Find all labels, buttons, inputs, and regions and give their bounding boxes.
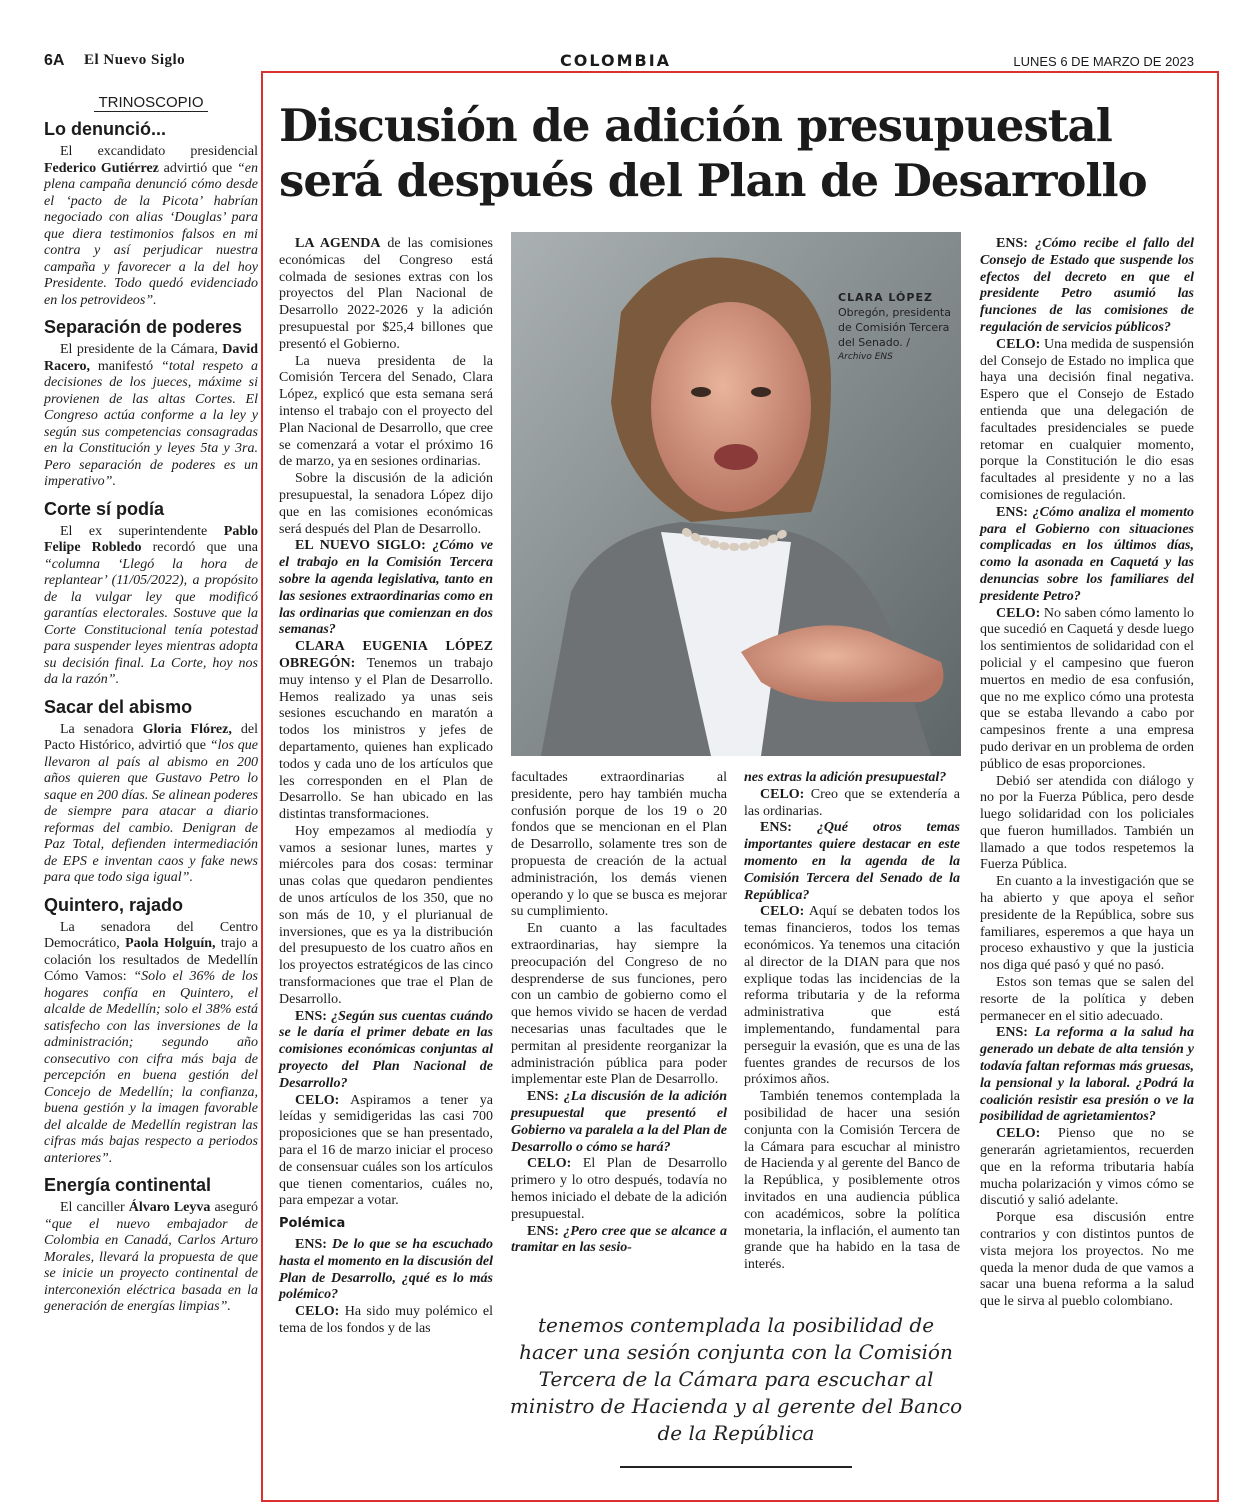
trino-quote: “columna ‘Llegó la hora de replantear’ (11/05/2022), a propósito de la vulgar ley que modificó garantías electorales. Sostuve que la Corte Constitucional tenía potestad para suspender leyes mientras adopta su decisión final. La Corte, hoy nos da la razón”. — [44, 556, 258, 687]
question-text: ¿Cómo analiza el momento para el Gobierno con situaciones complicadas en los últimos días, como la asonada en Caquetá y las denuncias sobre los familiares del presidente Petro? — [980, 504, 1194, 604]
paragraph: En cuanto a las facultades extraordinarias, hay siempre la preocupación del Congreso de no desprenderse de sus funciones, pero con un cambio de gobierno como el que hemos vivido se hacen de verdad necesarias unas facultades que le permitan al presidente reorganizar la administración pública para poder implementar este Plan de Desarrollo. — [511, 921, 727, 1088]
answer-text: Aspiramos a tener ya leídas y semidigeridas las casi 700 proposiciones que se han presentado, para el 16 de marzo iniciar el proceso de consensuar cuáles son los artículos que tienen comentarios, cuáles no, para empezar a votar. — [279, 1092, 493, 1209]
paragraph: Hoy empezamos al mediodía y vamos a sesionar lunes, martes y miércoles para dos cosas: terminar unas colas que quedaron pendientes de unos artículos de los 350, que no son más de 10, y el plurianual de inversiones, que es ya la distribución del presupuesto de los cuatro años en los proyectos estratégicos de las cinco transformaciones que trae el Plan de Desarrollo. — [279, 823, 493, 1007]
answer-label: CELO: — [996, 336, 1041, 352]
article-column-3 — [744, 770, 960, 1274]
answer-label: CELO: — [527, 1156, 572, 1172]
answer-label: CELO: — [996, 605, 1041, 621]
answer-text: Aquí se debaten todos los temas financieros, todos los temas económicos. Ya tenemos una citación al director de la DIAN para que nos explique todas las incidencias de la reforma tributaria y de la reforma administrativa que está implementando, fundamental para perseguir la evasión, que es una de las fuentes grandes de recursos de los próximos años. — [744, 904, 960, 1088]
answer-text: Ha sido muy polémico el tema de los fondos y de las — [279, 1304, 493, 1336]
question-text: ¿La discusión de la adición presupuestal que presentó el Gobierno va paralela a la del Plan de Desarrollo o cómo se hará? — [511, 1089, 727, 1155]
paragraph: Estos son temas que se salen del resorte de la política y deben permanecer en el sitio adecuado. — [980, 975, 1194, 1024]
question-label: EL NUEVO SIGLO: — [295, 538, 426, 554]
question-label: ENS: — [527, 1089, 559, 1105]
trino-heading: Lo denunció... — [44, 119, 166, 139]
lead-text: de las comisiones económicas del Congreso está colmada de sesiones extras con los proyectos del Plan Nacional de Desarrollo 2022-2026 y la adición presupuestal por $25,4 billones que presentó el Gobierno. — [279, 236, 494, 352]
answer-label: CELO: — [996, 1126, 1041, 1142]
trino-mid: manifestó — [90, 358, 162, 374]
pull-quote: tenemos contemplada la posibilidad de hacer una sesión conjunta con la Comisión Tercera de la Cámara para escuchar al ministro de Hacienda y al gerente del Banco de la República — [509, 1313, 963, 1445]
trino-paragraph — [44, 144, 258, 309]
lead-kicker: LA AGENDA — [295, 236, 381, 251]
question-label: ENS: — [527, 1223, 559, 1239]
paragraph: La nueva presidenta de la Comisión Tercera del Senado, Clara López, explicó que esta semana será intenso el trabajo con el proyecto del Plan Nacional de Desarrollo, que cree se comenzará a votar el próximo 16 de marzo, ya en sesiones ordinarias. — [279, 353, 493, 470]
page-number: 6A — [44, 52, 65, 69]
paragraph: También tenemos contemplada la posibilidad de hacer una sesión conjunta con la Comisión Tercera de la Cámara para escuchar al ministro de Hacienda y al gerente del Banco de la República, y posiblemente otros invitados en una audiencia pública con académicos, sobre la política monetaria, la inflación, el aumento tan grande que ha habido en la tasa de interés. — [744, 1089, 960, 1273]
trino-name: Federico Gutiérrez — [44, 160, 159, 176]
answer-label: CELO: — [295, 1092, 340, 1108]
question-text: ¿Qué otros temas importantes quiere destacar en este momento en la agenda de la Comisión Tercera del Senado de la República? — [744, 820, 960, 903]
question-label: ENS: — [996, 504, 1028, 520]
question-text: ¿Según sus cuentas cuándo se le daría el primer debate en las comisiones económicas conjuntas al proyecto del Plan Nacional de Desarrollo? — [279, 1008, 493, 1091]
trino-heading: Separación de poderes — [44, 317, 243, 337]
trino-paragraph — [44, 342, 258, 491]
trino-pre: El excandidato presidencial — [60, 144, 258, 159]
paragraph: facultades extraordinarias al presidente, pero hay también mucha confusión porque de los 19 o 20 fondos que se mencionan en el Plan de Desarrollo, solamente tres son de propuesta de creación de la actual administración, los demás vienen operando y lo que se busca es mejorar su cumplimiento. — [511, 770, 727, 920]
trino-heading: Corte sí podía — [44, 498, 165, 519]
trino-paragraph — [44, 524, 258, 689]
trino-name: Paola Holguín, — [125, 936, 216, 951]
trino-quote: “que el nuevo embajador de Colombia en Canadá, Carlos Arturo Morales, llevará la propuesta de que se inicie un proyecto continental de interconexión eléctrica basada en la generación de energías limpias”. — [44, 1216, 258, 1314]
trino-paragraph — [44, 1200, 258, 1316]
trino-paragraph — [44, 920, 258, 1168]
answer-text: No saben cómo lamento lo que sucedió en Caquetá y desde luego los sentimientos de solidaridad con el policial y el campesino que fueron muertos en medio de esa confusión, que no me explico cómo una protesta que se estaba llevando a cabo por campesinos frente a una empresa pudo derivar en un problema de orden público de esas proporciones. — [980, 605, 1194, 772]
paragraph: Sobre la discusión de la adición presupuestal, la senadora López dijo que en las comisiones económicas será después del Plan de Desarrollo. — [279, 471, 493, 537]
pull-quote-rule — [620, 1466, 852, 1468]
trino-quote: “Solo el 36% de los hogares confía en Quintero, el alcalde de Medellín; solo el 38% está satisfecho con las inversiones de la administración; segundo año consecutivo con cifra más baja de percepción en buena gestión del Concejo de Medellín; la confianza, buena gestión y la imagen favorable del alcalde de Medellín registran las cifras más bajas respecto a periodos anteriores”. — [44, 969, 258, 1166]
question-label: ENS: — [996, 1025, 1028, 1041]
trino-pre: El ex superintendente — [60, 523, 224, 539]
trino-quote: “total respeto a decisiones de los jueces, máxime si provienen de las altas Cortes. El Congreso actúa conforme a la ley y según sus competencias consagradas en la Constitución y leyes 5ta y 3ra. Pero separación de poderes es un imperativo”. — [44, 358, 258, 489]
question-text: nes extras la adición presupuestal? — [744, 770, 947, 785]
question-text: La reforma a la salud ha generado un debate de alta tensión y todavía faltan reformas más gruesas, la pensional y la laboral. ¿Podrá la coalición resistir esa presión o ve la posibilidad de agrietamientos? — [980, 1025, 1194, 1125]
trino-heading: Quintero, rajado — [44, 894, 184, 915]
answer-text: Creo que se extendería a las ordinarias. — [744, 786, 960, 819]
answer-label: CELO: — [295, 1304, 340, 1320]
trino-name: Gloria Flórez, — [142, 721, 232, 737]
question-label: ENS: — [760, 820, 792, 836]
trino-pre: La senadora del Centro Democrático, — [44, 919, 258, 951]
caption-credit: Archivo ENS — [838, 352, 893, 362]
question-label: ENS: — [996, 236, 1028, 251]
trinoscopio-title: TRINOSCOPIO — [44, 94, 258, 111]
newspaper-brand: El Nuevo Siglo — [84, 52, 186, 68]
issue-date: LUNES 6 DE MARZO DE 2023 — [1013, 54, 1194, 69]
photo-caption — [838, 290, 958, 365]
trino-name: Álvaro Leyva — [128, 1200, 211, 1215]
answer-text: Pienso que no se generarán agrietamientos, recuerden que en la reforma tributaria había mucha polarización y vimos cómo se discutió y salió adelante. — [980, 1126, 1194, 1209]
answer-label: CELO: — [760, 904, 805, 920]
article-column-4 — [980, 236, 1194, 1311]
trino-heading: Energía continental — [44, 1175, 212, 1195]
trino-mid: aseguró — [210, 1200, 258, 1215]
paragraph: Porque esa discusión entre contrarios y con distintos puntos de vista mejora los proyectos. No me queda la menor duda de que vamos a sacar una buena reforma a la salud que le sirva al pueblo colombiano. — [980, 1210, 1194, 1310]
trino-mid: recordó que una — [141, 540, 258, 555]
trinoscopio-column — [44, 94, 258, 1316]
answer-text: Tenemos un trabajo muy intenso y el Plan de Desarrollo. Hemos realizado ya unas seis sesiones escuchando en maratón a todos los ministros y jefes de departamento, quienes han explicado todos y cada uno de los artículos que les corresponden en el Plan de Desarrollo. Se han ubicado en las distintas transformaciones. — [279, 655, 493, 823]
caption-text: Obregón, presidenta de Comisión Tercera del Senado. / — [838, 306, 951, 349]
question-text: ¿Cómo recibe el fallo del Consejo de Estado que suspende los efectos del decreto en que el presidente Petro asumió las funciones de las comisiones de regulación de servicios públicos? — [980, 236, 1194, 335]
question-label: ENS: — [295, 1237, 327, 1253]
article-column-2 — [511, 770, 727, 1257]
article-column-1 — [279, 236, 493, 1338]
answer-label: CLARA EUGENIA LÓPEZ OBREGÓN: — [279, 639, 493, 671]
trino-pre: El presidente de la Cámara, — [60, 342, 223, 357]
trino-mid: advirtió que — [158, 160, 237, 176]
paragraph: Debió ser atendida con diálogo y no por la Fuerza Pública, pero desde luego solidaridad con los policiales que fueron humillados. También un llamado a que todos respetemos la Fuerza Pública. — [980, 773, 1194, 873]
answer-label: CELO: — [760, 786, 805, 802]
trino-pre: La senadora — [60, 721, 143, 737]
section-title: COLOMBIA — [560, 51, 672, 70]
trino-mid: del Pacto Histórico, advirtió que — [44, 721, 258, 753]
trino-mid: trajo a colación los resultados de Medellín Cómo Vamos: — [44, 936, 259, 984]
question-label: ENS: — [295, 1008, 327, 1024]
answer-text: El Plan de Desarrollo primero y lo otro después, todavía no hemos iniciado el debate de la adición presupuestal. — [511, 1156, 727, 1222]
article-headline: Discusión de adición presupuestal será después del Plan de Desarrollo — [279, 99, 1147, 207]
subheading: Polémica — [279, 1216, 346, 1232]
answer-text: Una medida de suspensión del Consejo de Estado no implica que haya una decisión final negativa. Espero que el Consejo de Estado entienda que una delegación de facultades presidenciales se puede retomar en cualquier momento, porque la Constitución le dio esas facultades al presidente y no a las comisiones de regulación. — [980, 336, 1194, 503]
trino-heading: Sacar del abismo — [44, 696, 193, 717]
question-text: ¿Cómo ve el trabajo en la Comisión Tercera sobre la agenda legislativa, tanto en las sesiones extraordinarias como en las ordinarias que comienzan en dos semanas? — [279, 538, 493, 638]
question-text: ¿Pero cree que se alcance a tramitar en las sesio- — [511, 1223, 727, 1256]
trino-paragraph — [44, 722, 258, 887]
trino-name: David Racero, — [44, 342, 258, 374]
question-text: De lo que se ha escuchado hasta el momento en la discusión del Plan de Desarrollo, ¿qué es lo más polémico? — [279, 1237, 493, 1303]
trino-name: Pablo Felipe Robledo — [44, 523, 258, 555]
caption-name: CLARA LÓPEZ — [838, 291, 933, 304]
trino-quote: “los que llevaron al país al abismo en 200 años quieren que Gustavo Petro lo saque en 200 días. Se alinean poderes de siempre para atacar a diario reformas del cambio. Denigran de Paz Total, defienden intermediación de EPS e inventan caos y fake news para que todo siga igual”. — [44, 738, 259, 885]
trino-pre: El canciller — [60, 1200, 129, 1215]
paragraph: En cuanto a la investigación que se ha abierto y que apoya el señor presidente de la República, sobre sus familiares, esperemos a que haya un proceso exhaustivo y que la justicia nos diga qué pasó y qué no pasó. — [980, 874, 1194, 974]
trino-quote: “en plena campaña denunció cómo desde el ‘pacto de la Picota’ habrían negociado con alias ‘Douglas’ para que diera testimonios falsos en mi contra y así perjudicar nuestra campaña y favorecer a la del hoy Presidente. Todo quedó evidenciado en los petrovideos”. — [44, 160, 258, 308]
